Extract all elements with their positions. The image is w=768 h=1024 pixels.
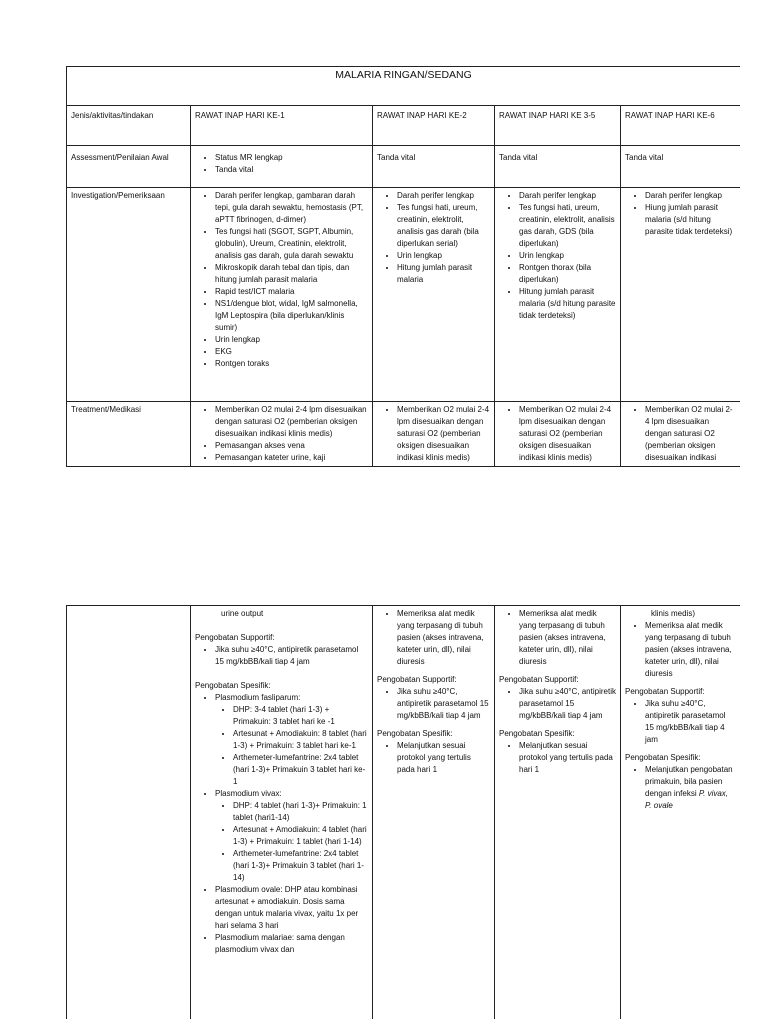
list-item: • Mikroskopik darah tebal dan tipis, dan hitung jumlah parasit malaria	[215, 262, 368, 286]
table-cell	[191, 146, 373, 188]
clinical-pathway-table	[66, 66, 740, 467]
table-cell	[621, 188, 741, 402]
list-item: • Darah perifer lengkap	[645, 190, 736, 202]
list-item: • Plasmodium ovale: DHP atau kombinasi artesunat + amodiakuin. Dosis sama dengan untuk malaria vivax, yaitu 1x per hari selama 3 hari	[215, 884, 368, 932]
list-item: • Jika suhu ≥40°C, antipiretik parasetamol 15 mg/kbBB/kali tiap 4 jam	[645, 698, 736, 746]
list-item: • Plasmodium malariae: sama dengan plasmodium vivax dan	[215, 932, 368, 956]
list-item: • Arthemeter-lumefantrine: 2x4 tablet (hari 1-3)+ Primakuin 3 tablet (hari 1-14)	[233, 848, 368, 884]
continued-text: klinis medis)	[651, 609, 696, 618]
list-item: • Melanjutkan sesuai protokol yang tertulis pada hari 1	[397, 740, 490, 776]
list-item: • Urin lengkap	[215, 334, 368, 346]
row-label: Treatment/Medikasi	[67, 402, 191, 467]
table-cell: Tanda vital	[373, 146, 495, 188]
row-label	[67, 606, 191, 1020]
list-item: • Artesunat + Amodiakuin: 8 tablet (hari 1-3) + Primakuin: 3 tablet hari ke-1	[233, 728, 368, 752]
list-item: • DHP: 4 tablet (hari 1-3)+ Primakuin: 1 tablet (hari1-14)	[233, 800, 368, 824]
list-item: • Tes fungsi hati (SGOT, SGPT, Albumin, globulin), Ureum, Creatinin, elektrolit, analisis gas darah, gula darah sewaktu	[215, 226, 368, 262]
list-item: • Tes fungsi hati, ureum, creatinin, elektrolit, analisis gas darah, GDS (bila diperlukan)	[519, 202, 616, 250]
row-label: Assessment/Penilaian Awal	[67, 146, 191, 188]
list-item: • Pemasangan kateter urine, kaji	[215, 452, 368, 464]
section-title: Pengobatan Supportif:	[499, 675, 579, 684]
list-item	[645, 764, 736, 812]
section-title: Pengobatan Spesifik:	[625, 753, 701, 762]
list-item: • Urin lengkap	[519, 250, 616, 262]
table-cell	[373, 188, 495, 402]
spesifik-text: Melanjutkan pengobatan primakuin, bila pasien dengan infeksi	[645, 765, 733, 798]
list-item: • Status MR lengkap	[215, 152, 368, 164]
list-item: • Darah perifer lengkap	[397, 190, 490, 202]
continued-text: urine output	[221, 609, 264, 618]
list-item: • Hitung jumlah parasit malaria (s/d hitung parasite tidak terdeteksi)	[519, 286, 616, 322]
list-item: • Darah perifer lengkap, gambaran darah tepi, gula darah sewaktu, hemostasis (PT, aPTT fibrinogen, d-dimer)	[215, 190, 368, 226]
table-row	[67, 188, 741, 402]
header-row	[67, 106, 741, 146]
table-cell	[373, 402, 495, 467]
row-label: Investigation/Pemeriksaan	[67, 188, 191, 402]
table-cell	[191, 606, 373, 1020]
list-item: • Melanjutkan sesuai protokol yang tertulis pada hari 1	[519, 740, 616, 776]
table-cell	[495, 402, 621, 467]
table-cell	[621, 606, 741, 1020]
header-cell: RAWAT INAP HARI KE 3-5	[495, 106, 621, 146]
list-item: • Memberikan O2 mulai 2-4 lpm disesuaikan dengan saturasi O2 (pemberian oksigen disesuaikan indikasi	[645, 404, 736, 464]
section-title: Pengobatan Supportif:	[625, 687, 705, 696]
list-item: • Memberikan O2 mulai 2-4 lpm disesuaikan dengan saturasi O2 (pemberian oksigen disesuaikan indikasi klinis medis)	[519, 404, 616, 464]
table-cell	[191, 188, 373, 402]
list-item	[215, 692, 368, 788]
table-cell: Tanda vital	[495, 146, 621, 188]
list-item: • Memeriksa alat medik yang terpasang di tubuh pasien (akses intravena, kateter urin, dll), nilai diuresis	[519, 608, 616, 668]
clinical-pathway-table-continued	[66, 605, 740, 1019]
list-item: • Urin lengkap	[397, 250, 490, 262]
list-item: • Memberikan O2 mulai 2-4 lpm disesuaikan dengan saturasi O2 (pemberian oksigen disesuaikan indikasi klinis medis)	[397, 404, 490, 464]
list-item: • EKG	[215, 346, 368, 358]
table-title: MALARIA RINGAN/SEDANG	[67, 67, 741, 106]
table-cell	[373, 606, 495, 1020]
section-title: Pengobatan Spesifik:	[377, 729, 453, 738]
list-item: • Arthemeter-lumefantrine: 2x4 tablet (hari 1-3)+ Primakuin 3 tablet hari ke-1	[233, 752, 368, 788]
list-item: • Memberikan O2 mulai 2-4 lpm disesuaikan dengan saturasi O2 (pemberian oksigen disesuaikan indikasi klinis medis)	[215, 404, 368, 440]
species-italic: P. vivax, P. ovale	[645, 789, 729, 810]
list-item: • Jika suhu ≥40°C, antipiretik parasetamol 15 mg/kbBB/kali tiap 4 jam	[215, 644, 368, 668]
list-item: • NS1/dengue blot, widal, IgM salmonella, IgM Leptospira (bila diperlukan/klinis sumir)	[215, 298, 368, 334]
list-item: • Tes fungsi hati, ureum, creatinin, elektrolit, analisis gas darah (bila diperlukan serial)	[397, 202, 490, 250]
page-bottom	[66, 605, 740, 1019]
table-cell	[495, 188, 621, 402]
list-item: • Jika suhu ≥40°C, antipiretik parasetamol 15 mg/kbBB/kali tiap 4 jam	[519, 686, 616, 722]
plasmodium-label: Plasmodium fasliparum:	[215, 693, 301, 702]
list-item: • Rapid test/ICT malaria	[215, 286, 368, 298]
header-cell: RAWAT INAP HARI KE-2	[373, 106, 495, 146]
section-title: Pengobatan Supportif:	[377, 675, 457, 684]
list-item: • Rontgen thorax (bila diperlukan)	[519, 262, 616, 286]
table-cell	[495, 606, 621, 1020]
header-cell: RAWAT INAP HARI KE-6	[621, 106, 741, 146]
list-item: • Pemasangan akses vena	[215, 440, 368, 452]
table-row	[67, 402, 741, 467]
list-item: • Rontgen toraks	[215, 358, 368, 370]
table-row	[67, 606, 741, 1020]
table-cell	[191, 402, 373, 467]
list-item: • Darah perifer lengkap	[519, 190, 616, 202]
list-item: • Hitung jumlah parasit malaria	[397, 262, 490, 286]
page-top	[66, 66, 740, 474]
table-cell: Tanda vital	[621, 146, 741, 188]
plasmodium-label: Plasmodium vivax:	[215, 789, 282, 798]
table-cell	[621, 402, 741, 467]
list-item: • Memeriksa alat medik yang terpasang di tubuh pasien (akses intravena, kateter urin, dll), nilai diuresis	[397, 608, 490, 668]
list-item: • Jika suhu ≥40°C, antipiretik parasetamol 15 mg/kbBB/kali tiap 4 jam	[397, 686, 490, 722]
section-title: Pengobatan Spesifik:	[499, 729, 575, 738]
list-item: • Artesunat + Amodiakuin: 4 tablet (hari 1-3) + Primakuin: 1 tablet (hari 1-14)	[233, 824, 368, 848]
section-title: Pengobatan Spesifik:	[195, 681, 271, 690]
list-item: • Memeriksa alat medik yang terpasang di tubuh pasien (akses intravena, kateter urin, dll), nilai diuresis	[645, 620, 736, 680]
list-item: • Hiung jumlah parasit malaria (s/d hitung parasite tidak terdeteksi)	[645, 202, 736, 238]
section-title: Pengobatan Supportif:	[195, 633, 275, 642]
table-row	[67, 146, 741, 188]
header-cell: RAWAT INAP HARI KE-1	[191, 106, 373, 146]
list-item: • DHP: 3-4 tablet (hari 1-3) + Primakuin: 3 tablet hari ke -1	[233, 704, 368, 728]
list-item: • Tanda vital	[215, 164, 368, 176]
list-item	[215, 788, 368, 884]
header-cell: Jenis/aktivitas/tindakan	[67, 106, 191, 146]
